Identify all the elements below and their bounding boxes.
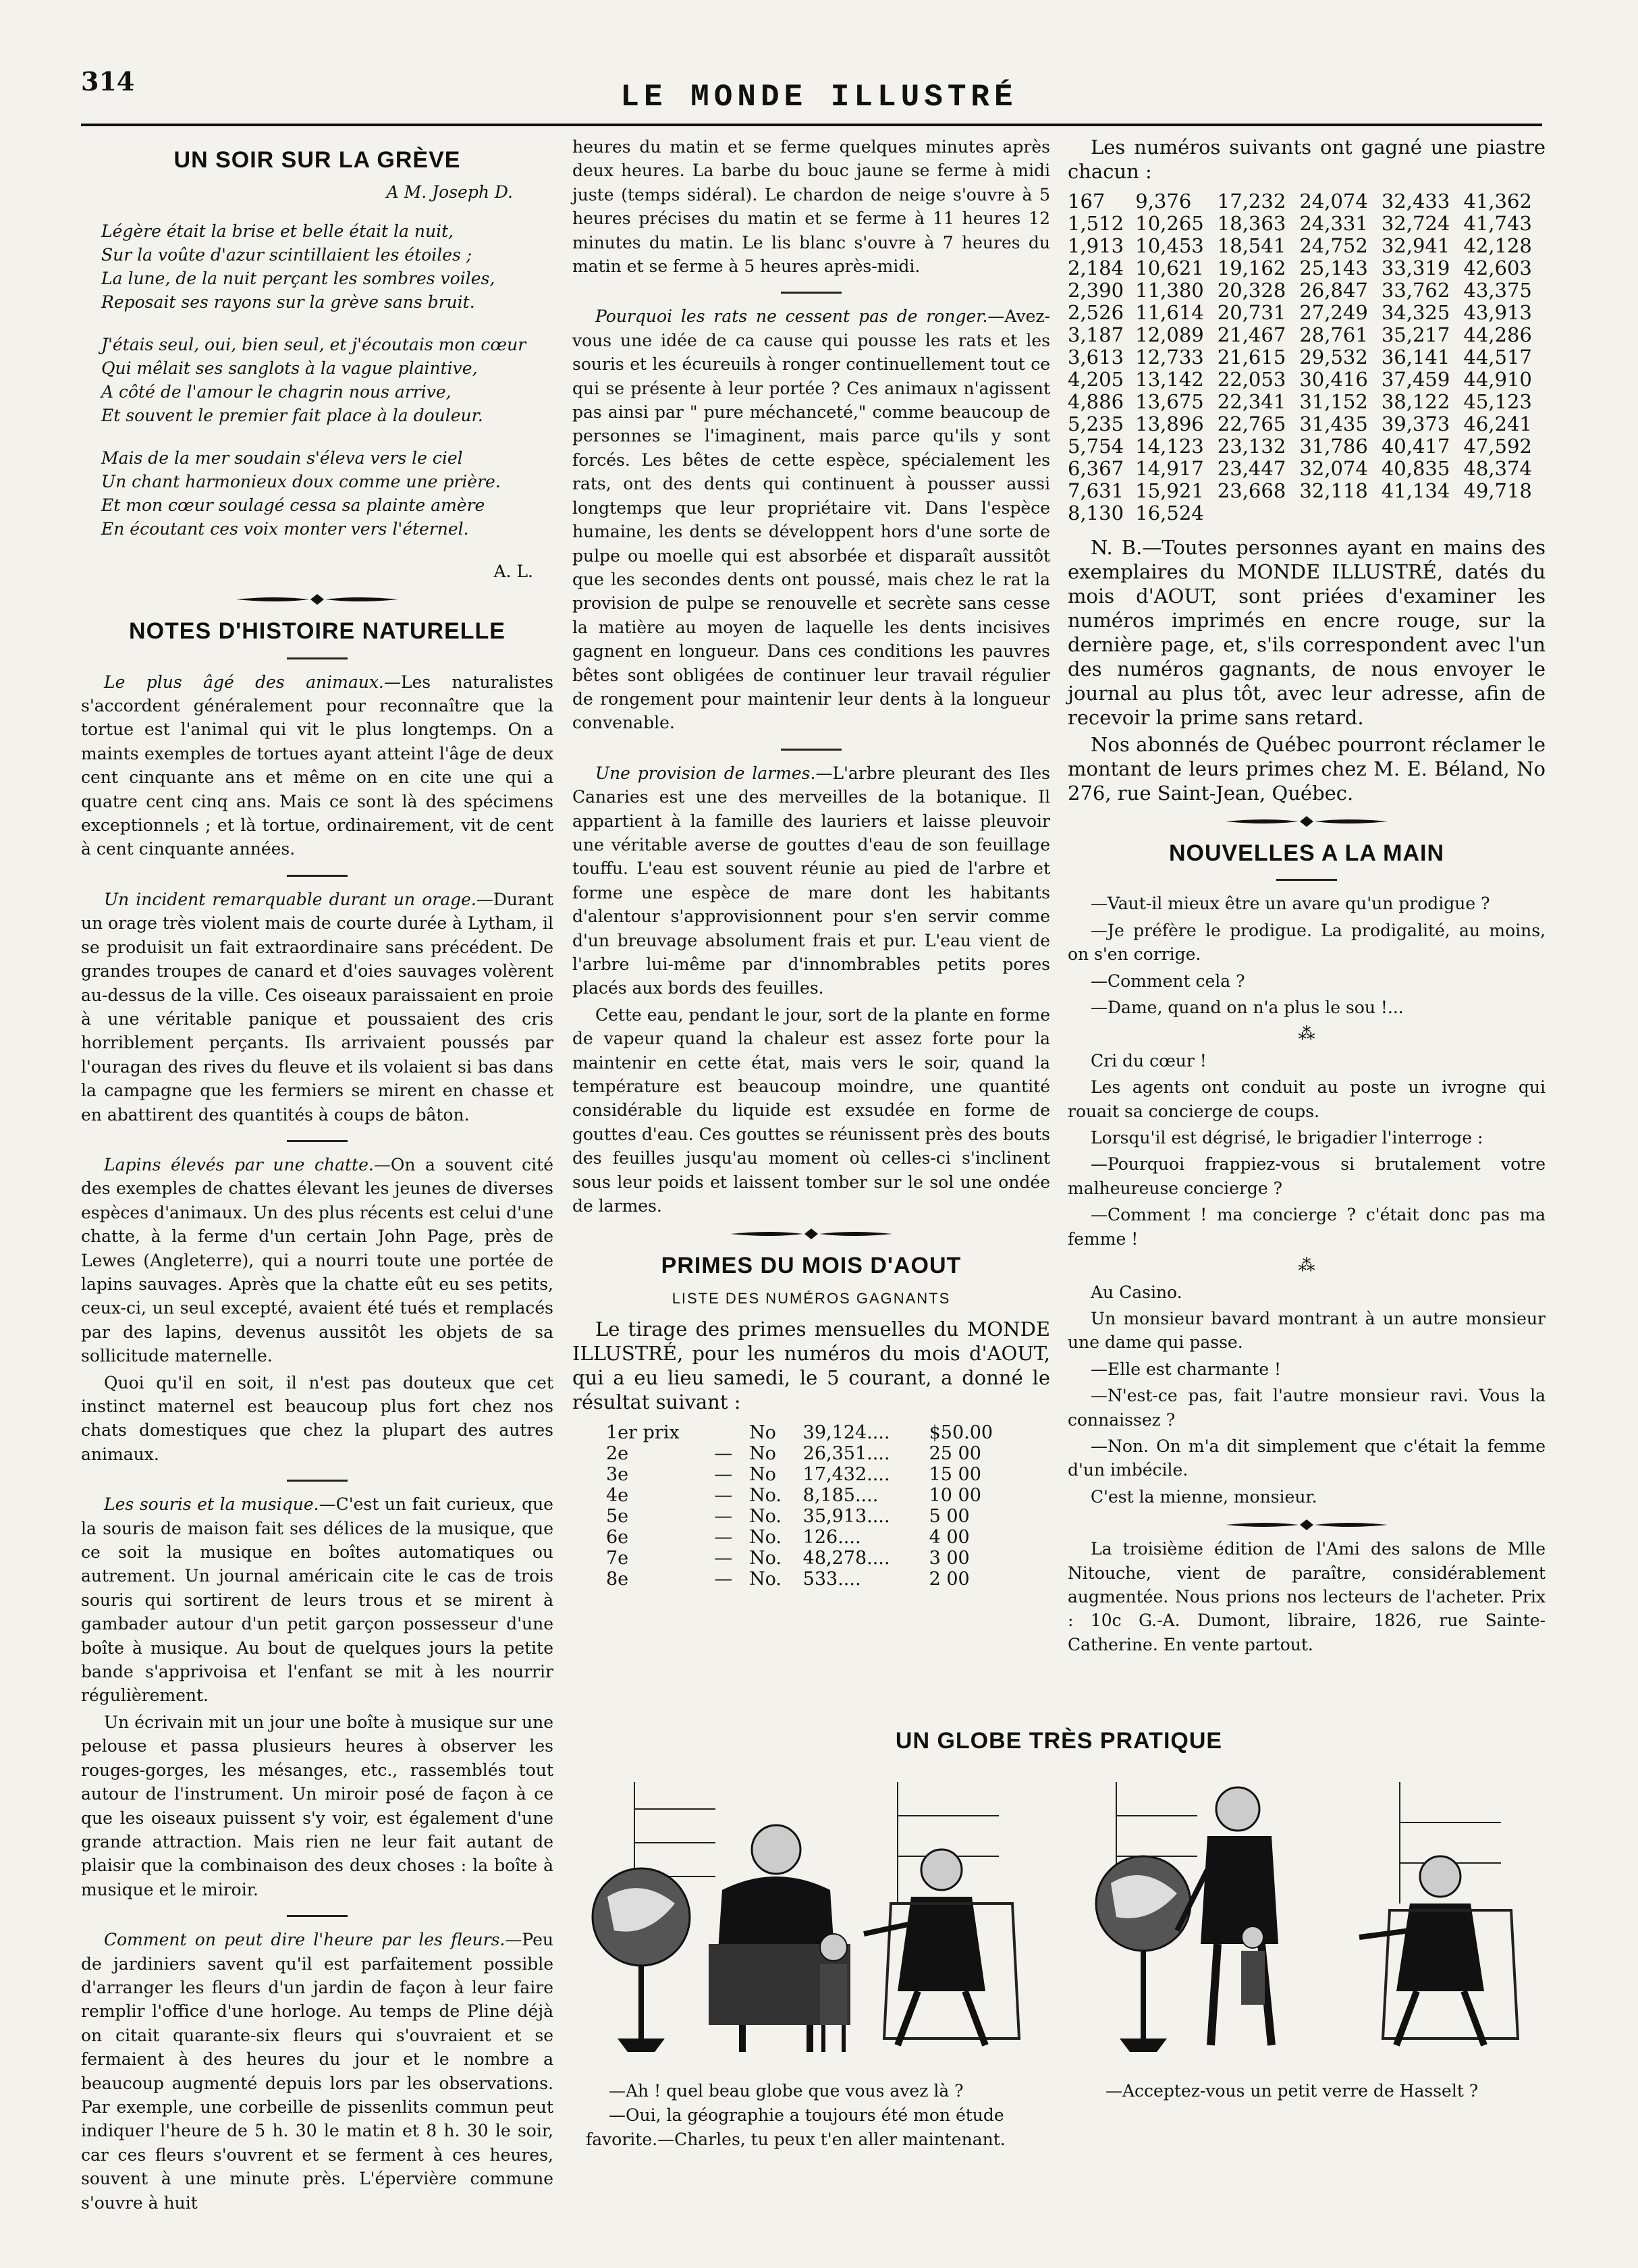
winning-number: 23,668 <box>1217 479 1286 502</box>
asterism: ⁂ <box>1298 1256 1315 1276</box>
prize-dash: — <box>714 1464 733 1486</box>
winning-number: 22,765 <box>1217 412 1286 435</box>
winning-number: 9,376 <box>1135 190 1192 213</box>
poem-line: Un chant harmonieux doux comme une prière. <box>101 471 501 491</box>
winning-number: 22,053 <box>1217 368 1286 391</box>
poem-dedication: A M. Joseph D. <box>386 182 513 202</box>
ornament-divider-icon <box>724 1227 899 1241</box>
winning-number: 17,232 <box>1217 190 1286 213</box>
primes-title: PRIMES DU MOIS D'AOUT <box>661 1253 962 1279</box>
winning-number: 38,122 <box>1381 390 1450 413</box>
prize-no: No. <box>749 1569 782 1590</box>
winning-number: 6,367 <box>1068 457 1124 480</box>
caption-line: —Oui, la géographie a toujours été mon étude favorite.—Charles, tu peux t'en aller maintenant. <box>586 2105 1006 2149</box>
winning-number: 41,134 <box>1381 479 1450 502</box>
winning-number: 23,447 <box>1217 457 1286 480</box>
winning-number: 44,286 <box>1463 323 1532 346</box>
primes-intro: Le tirage des primes mensuelles du MONDE ILLUSTRÉ, pour les numéros du mois d'AOUT, qui a eu lieu samedi, le 5 courant, a donné le résultat suivant : <box>572 1318 1050 1414</box>
joke-line: —Comment cela ? <box>1091 971 1245 991</box>
joke-line: Les agents ont conduit au poste un ivrogne qui rouait sa concierge de coups. <box>1068 1077 1546 1121</box>
poem-line: Et souvent le premier fait place à la douleur. <box>101 405 483 425</box>
winning-number: 31,786 <box>1299 435 1368 458</box>
prize-number: 26,351.... <box>802 1443 890 1465</box>
winning-number: 27,249 <box>1299 301 1368 324</box>
article-rabbits-cat <box>81 1153 553 1368</box>
winning-number: 2,526 <box>1068 301 1124 324</box>
column-2 <box>572 135 1050 1590</box>
prize-rank: 4e <box>606 1485 629 1507</box>
winning-number: 42,603 <box>1463 256 1532 279</box>
poem-line: En écoutant ces voix monter vers l'éternel. <box>101 518 469 539</box>
prize-rank: 1er prix <box>606 1422 680 1444</box>
prize-no: No <box>749 1422 776 1444</box>
winning-number: 21,467 <box>1217 323 1286 346</box>
prize-no: No. <box>749 1485 782 1507</box>
winning-number: 15,921 <box>1135 479 1204 502</box>
winning-number: 44,517 <box>1463 346 1532 369</box>
winning-number: 10,453 <box>1135 234 1204 257</box>
prize-number: 35,913.... <box>802 1506 890 1528</box>
winning-number: 2,390 <box>1068 279 1124 302</box>
winning-number: 43,375 <box>1463 279 1532 302</box>
winning-number: 24,752 <box>1299 234 1368 257</box>
prize-number: 8,185.... <box>802 1485 879 1507</box>
prize-dash: — <box>714 1569 733 1590</box>
winning-number: 40,835 <box>1381 457 1450 480</box>
article-text: —C'est un fait curieux, que la souris de maison fait ses délices de la musique, que ce soit la musique en boîtes automatiques ou autrement. Un journal américain cite le cas de trois souris qui sortirent de leurs trous et se mirent à gambader autour d'un petit garçon possesseur d'une boîte à musique. Au bout de quelques jours la petite bande s'apprivoisa et l'enfant se mit à les nourrir régulièrement. <box>81 1494 553 1706</box>
winning-number: 20,328 <box>1217 279 1286 302</box>
article-paragraph: Quoi qu'il en soit, il n'est pas douteux que cet instinct maternel est beaucoup plus fort chez nos chats domestiques que chez la plupart des autres animaux. <box>81 1372 553 1464</box>
section-rule <box>287 657 348 659</box>
winning-number: 36,141 <box>1381 346 1450 369</box>
prize-amount: $50.00 <box>929 1422 993 1444</box>
prize-amount: 15 00 <box>929 1464 981 1486</box>
winning-number: 24,331 <box>1299 212 1368 235</box>
article-lead: Une provision de larmes. <box>595 763 816 783</box>
table-row <box>602 1548 1020 1569</box>
ami-des-salons-notice: La troisième édition de l'Ami des salons de Mlle Nitouche, vient de paraître, considérablement augmentée. Nous prions nos lecteurs de l'acheter. Prix : 10c G.-A. Dumont, libraire, 1826, rue Sainte-Catherine. En vente partout. <box>1068 1539 1546 1654</box>
ornament-divider-icon <box>1219 1518 1394 1532</box>
winning-number: 32,724 <box>1381 212 1450 235</box>
prize-no: No <box>749 1464 776 1486</box>
winning-number: 41,743 <box>1463 212 1532 235</box>
winning-number: 5,754 <box>1068 435 1124 458</box>
prize-no: No <box>749 1443 776 1465</box>
table-row <box>1068 213 1546 235</box>
section-rule <box>287 1915 348 1917</box>
table-row <box>1068 346 1546 369</box>
prize-amount: 10 00 <box>929 1485 981 1507</box>
table-row <box>1068 435 1546 458</box>
poem-signature: A. L. <box>493 561 533 581</box>
winning-number: 13,896 <box>1135 412 1204 435</box>
poem-line: Mais de la mer soudain s'éleva vers le ciel <box>101 448 463 468</box>
prize-number: 39,124.... <box>802 1422 890 1444</box>
winning-number <box>1218 502 1300 524</box>
cartoon-panel-1-illustration <box>580 1769 1046 2059</box>
cartoon-caption-2 <box>1083 2079 1541 2103</box>
winning-number: 24,074 <box>1299 190 1368 213</box>
poem-title: UN SOIR SUR LA GRÈVE <box>173 147 461 173</box>
winning-number: 31,435 <box>1299 412 1368 435</box>
joke-line: —Vaut-il mieux être un avare qu'un prodigue ? <box>1091 894 1490 914</box>
section-rule <box>287 1480 348 1482</box>
joke-line: C'est la mienne, monsieur. <box>1091 1486 1317 1507</box>
winning-number: 42,128 <box>1463 234 1532 257</box>
winning-number: 18,541 <box>1217 234 1286 257</box>
joke-line: Au Casino. <box>1091 1282 1182 1302</box>
winning-number: 23,132 <box>1217 435 1286 458</box>
winning-number: 5,235 <box>1068 412 1124 435</box>
winning-number: 1,512 <box>1068 212 1124 235</box>
table-row <box>602 1506 1020 1527</box>
winning-number: 14,123 <box>1135 435 1204 458</box>
article-text: —Avez-vous une idée de ca cause qui pousse les rats et les souris et les écureuils à ronger continuellement tout ce qui se présente à leur portée ? Ces animaux n'agissent pas ainsi par " pure méchanceté," comme beaucoup de personnes se l'imaginent, mais parce qu'ils y sont forcés. Les bêtes de cette espèce, spécialement les rats, ont des dents qui continuent à pousser aussi longtemps que leur propriétaire vit. Dans l'espèce humaine, les dents se développent hors d'une sorte de pulpe ou moelle qui est absorbée et disparaît aussitôt que les secondes dents ont poussé, mais chez le rat la provision de pulpe se renouvelle et secrète sans cesse la matière au moyen de laquelle les dents incisives gagnent en longueur. Dans ces conditions les pauvres bêtes sont obligées de continuer leur travail régulier de rongement pour maintenir leur dents à la longueur convenable. <box>572 306 1050 733</box>
winning-number: 13,142 <box>1135 368 1204 391</box>
winning-number: 32,941 <box>1381 234 1450 257</box>
winning-number: 22,341 <box>1217 390 1286 413</box>
prize-number: 48,278.... <box>802 1548 890 1569</box>
section-rule <box>287 1140 348 1142</box>
winning-number: 10,265 <box>1135 212 1204 235</box>
article-flower-clock-cont: heures du matin et se ferme quelques minutes après deux heures. La barbe du bouc jaune se ferme à midi juste (temps sidéral). Le chardon de neige s'ouvre à 5 heures précises du matin et se ferme à 11 heures 12 minutes du matin. Le lis blanc s'ouvre à 7 heures du matin et se ferme à 5 heures après-midi. <box>572 137 1050 277</box>
table-row <box>1068 324 1546 346</box>
winning-number: 25,143 <box>1299 256 1368 279</box>
winning-number: 34,325 <box>1381 301 1450 324</box>
masthead-title: LE MONDE ILLUSTRÉ <box>620 80 1018 115</box>
ornament-divider-icon <box>1219 815 1394 828</box>
article-paragraph: Un écrivain mit un jour une boîte à musique sur une pelouse et passa plusieurs heures à observer les rouges-gorges, les mésanges, etc., rassemblés tout autour de l'instrument. Un miroir posé de façon à ce que les oiseaux puissent s'y voir, est également d'une grande attraction. Mais rien ne leur fait autant de plaisir que la combinaison des deux choses : la boîte à musique et le miroir. <box>81 1712 553 1899</box>
poem-line: Qui mêlait ses sanglots à la vague plaintive, <box>101 358 478 378</box>
winning-number: 14,917 <box>1135 457 1204 480</box>
poem-line: Reposait ses rayons sur la grève sans bruit. <box>101 292 475 312</box>
winning-number: 46,241 <box>1463 412 1532 435</box>
winning-number: 19,162 <box>1217 256 1286 279</box>
prize-amount: 3 00 <box>929 1548 970 1569</box>
prize-number: 533.... <box>802 1569 861 1590</box>
table-row <box>1068 458 1546 480</box>
prize-dash: — <box>714 1506 733 1528</box>
prize-rank: 5e <box>606 1506 629 1528</box>
winning-number: 4,886 <box>1068 390 1124 413</box>
quebec-notice: Nos abonnés de Québec pourront réclamer le montant de leurs primes chez M. E. Béland, No 276, rue Saint-Jean, Québec. <box>1068 733 1546 805</box>
winning-number: 10,621 <box>1135 256 1204 279</box>
prize-rank: 2e <box>606 1443 629 1465</box>
article-flower-clock <box>81 1928 553 2215</box>
table-row <box>1068 279 1546 302</box>
winning-number: 11,614 <box>1135 301 1204 324</box>
table-row <box>1068 235 1546 257</box>
winning-number: 30,416 <box>1299 368 1368 391</box>
piastre-numbers-table <box>1068 190 1546 524</box>
article-paragraph: Cette eau, pendant le jour, sort de la plante en forme de vapeur quand la chaleur est assez forte pour la maintenir en cette état, mais vers le soir, quand la température est beaucoup moindre, une quantité considérable du liquide est exsudée en forme de gouttes d'eau. Ces gouttes se réunissent près des bouts des feuilles jusqu'au moment où celles-ci s'inclinent sous leur poids et laissent tomber sur le sol une ondée de larmes. <box>572 1004 1050 1216</box>
winning-number: 8,130 <box>1068 502 1124 524</box>
page-number: 314 <box>81 66 135 97</box>
prize-number: 126.... <box>802 1527 861 1548</box>
article-rats <box>572 304 1050 734</box>
winning-number: 32,433 <box>1381 190 1450 213</box>
article-text: —Peu de jardiniers savent qu'il est parfaitement possible d'arranger les fleurs d'un jardin de façon à leur faire remplir l'office d'une horloge. Au temps de Pline déjà on citait quarante-six fleurs qui s'ouvraient et se fermaient à des heures du jour et le nombre a beaucoup augmenté depuis lors par les observations. Par exemple, une corbeille de pissenlits commun peut indiquer l'heure de 5 h. 30 le matin et 8 h. 30 le soir, car ces fleurs s'ouvrent et se ferment à ces heures, souvent à une minute près. L'épervière commune s'ouvre à huit <box>81 1930 553 2213</box>
prize-amount: 5 00 <box>929 1506 970 1528</box>
ornament-divider-icon <box>229 593 405 606</box>
winning-number: 2,184 <box>1068 256 1124 279</box>
article-lead: Pourquoi les rats ne cessent pas de ronger. <box>595 306 988 327</box>
prize-amount: 2 00 <box>929 1569 970 1590</box>
winning-number: 31,152 <box>1299 390 1368 413</box>
joke-line: —Non. On m'a dit simplement que c'était la femme d'un imbécile. <box>1068 1436 1546 1480</box>
winning-number: 16,524 <box>1135 502 1204 524</box>
article-lead: Les souris et la musique. <box>104 1494 319 1515</box>
prize-no: No. <box>749 1506 782 1528</box>
prize-amount: 25 00 <box>929 1443 981 1465</box>
table-row <box>1068 369 1546 391</box>
table-row <box>1068 391 1546 413</box>
joke-line: —Comment ! ma concierge ? c'était donc pas ma femme ! <box>1068 1205 1546 1249</box>
joke-line: —Dame, quand on n'a plus le sou !... <box>1091 998 1404 1018</box>
article-lead: Le plus âgé des animaux. <box>104 672 384 692</box>
section-rule <box>781 749 842 751</box>
joke-line: —Elle est charmante ! <box>1091 1359 1282 1379</box>
column-3 <box>1068 135 1546 1659</box>
winning-number: 3,187 <box>1068 323 1124 346</box>
article-storm-incident <box>81 888 553 1127</box>
article-text: —On a souvent cité des exemples de chattes élevant les jeunes de diverses espèces d'animaux. Un des plus récents est celui d'une chatte, à la ferme d'un certain John Page, près de Lewes (Angleterre), qui a nourri toute une portée de lapins sauvages. Après que la chatte eût eu ses petits, ceux-ci, un seul excepté, avaient été tués et remplacés par des lapins, devenus aussitôt les objets de sa sollicitude maternelle. <box>81 1154 553 1366</box>
winning-number: 11,380 <box>1135 279 1204 302</box>
winning-number: 20,731 <box>1217 301 1286 324</box>
article-lead: Comment on peut dire l'heure par les fleurs. <box>104 1930 506 1950</box>
article-text: —L'arbre pleurant des Iles Canaries est une des merveilles de la botanique. Il appartient à la famille des lauriers et laisse pleuvoir une véritable averse de gouttes d'eau de son feuillage touffu. L'eau est souvent réunie au pied de l'arbre et forme une espèce de mare dont les habitants d'alentour s'approvisionnent pour s'en servir comme d'un breuvage absolument frais et pur. L'eau vient de l'arbre lui-même par d'innombrables petits pores placés aux bords des feuilles. <box>572 763 1050 998</box>
winning-number: 167 <box>1068 190 1105 213</box>
prize-rank: 6e <box>606 1527 629 1548</box>
winning-number: 21,615 <box>1217 346 1286 369</box>
joke-line: —N'est-ce pas, fait l'autre monsieur ravi. Vous la connaissez ? <box>1068 1386 1546 1430</box>
winning-number: 1,913 <box>1068 234 1124 257</box>
winning-number: 33,762 <box>1381 279 1450 302</box>
table-row <box>1068 502 1546 524</box>
prize-amount: 4 00 <box>929 1527 970 1548</box>
prize-no: No. <box>749 1548 782 1569</box>
prize-rank: 7e <box>606 1548 629 1569</box>
table-row <box>1068 302 1546 324</box>
article-text: —Les naturalistes s'accordent généralement pour reconnaître que la tortue est l'animal qui vit le plus longtemps. On a maints exemples de tortues ayant atteint l'âge de deux cent cinquante ans et même on en cite une qui a quatre cent cinq ans. Mais ce sont là des spécimens exceptionnels ; et là tortue, ordinairement, vit de cent à cent cinquante années. <box>81 672 553 859</box>
winning-number: 44,910 <box>1463 368 1532 391</box>
prize-dash: — <box>714 1548 733 1569</box>
winning-number: 48,374 <box>1463 457 1532 480</box>
joke-line: Cri du cœur ! <box>1091 1050 1207 1071</box>
prize-rank: 3e <box>606 1464 629 1486</box>
caption-line: —Ah ! quel beau globe que vous avez là ? <box>609 2081 964 2101</box>
table-row <box>602 1485 1020 1506</box>
poem-body <box>101 219 553 541</box>
article-tears <box>572 761 1050 1000</box>
cartoon-panel-2-illustration <box>1076 1769 1541 2059</box>
prize-dash: — <box>714 1527 733 1548</box>
column-1 <box>81 135 553 2217</box>
poem-stanza <box>101 219 553 314</box>
prize-number: 17,432.... <box>802 1464 890 1486</box>
prize-dash: — <box>714 1485 733 1507</box>
joke-line: Un monsieur bavard montrant à un autre monsieur une dame qui passe. <box>1068 1308 1546 1353</box>
winning-number: 12,733 <box>1135 346 1204 369</box>
winning-number: 41,362 <box>1463 190 1532 213</box>
piastre-intro: Les numéros suivants ont gagné une piastre chacun : <box>1068 136 1546 183</box>
prize-dash: — <box>714 1443 733 1465</box>
winning-number: 37,459 <box>1381 368 1450 391</box>
article-lead: Lapins élevés par une chatte. <box>104 1154 374 1174</box>
winning-number: 39,373 <box>1381 412 1450 435</box>
poem-stanza <box>101 446 553 541</box>
article-lead: Un incident remarquable durant un orage. <box>104 889 476 909</box>
section-rule <box>287 875 348 877</box>
table-row <box>602 1443 1020 1464</box>
winning-number: 28,761 <box>1299 323 1368 346</box>
table-row <box>602 1569 1020 1590</box>
winning-number: 33,319 <box>1381 256 1450 279</box>
prize-dash <box>710 1422 745 1443</box>
winning-number: 32,118 <box>1299 479 1368 502</box>
cartoon-caption-1 <box>586 2079 1058 2152</box>
winning-number: 26,847 <box>1299 279 1368 302</box>
caption-line: —Acceptez-vous un petit verre de Hasselt ? <box>1105 2081 1479 2101</box>
joke-line: Lorsqu'il est dégrisé, le brigadier l'interroge : <box>1091 1128 1483 1148</box>
article-text: —Durant un orage très violent mais de courte durée à Lytham, il se produisit un fait extraordinaire sans précédent. De grandes troupes de canard et d'oies sauvages volèrent au-dessus de la ville. Ces oiseaux paraissaient en proie à une véritable panique et poussaient des cris horriblement perçants. Ils arrivaient poussés par l'ouragan des rives du fleuve et ils volaient si bas dans la campagne que les fermiers se mirent en chasse et en abattirent des quantités à coups de bâton. <box>81 889 553 1125</box>
table-row <box>1068 413 1546 435</box>
winning-number: 4,205 <box>1068 368 1124 391</box>
winning-number: 49,718 <box>1463 479 1532 502</box>
section-rule <box>1276 879 1337 881</box>
winning-number: 40,417 <box>1381 435 1450 458</box>
winning-number <box>1463 502 1546 524</box>
winning-number <box>1382 502 1464 524</box>
poem-line: J'étais seul, oui, bien seul, et j'écoutais mon cœur <box>101 334 526 354</box>
winning-number: 7,631 <box>1068 479 1124 502</box>
joke-line: —Je préfère le prodigue. La prodigalité, au moins, on s'en corrige. <box>1068 920 1546 965</box>
poem-line: Et mon cœur soulagé cessa sa plainte amère <box>101 495 485 515</box>
prizes-table <box>602 1422 1020 1590</box>
poem-stanza <box>101 333 553 427</box>
poem-line: Légère était la brise et belle était la nuit, <box>101 221 454 241</box>
winning-number: 45,123 <box>1463 390 1532 413</box>
winning-number: 32,074 <box>1299 457 1368 480</box>
winning-number: 43,913 <box>1463 301 1532 324</box>
cartoon-title: UN GLOBE TRÈS PRATIQUE <box>895 1728 1223 1754</box>
article-oldest-animal <box>81 670 553 861</box>
winning-number: 3,613 <box>1068 346 1124 369</box>
winning-number <box>1299 502 1382 524</box>
asterism: ⁂ <box>1298 1024 1315 1044</box>
joke-line: —Pourquoi frappiez-vous si brutalement votre malheureuse concierge ? <box>1068 1154 1546 1198</box>
poem-line: A côté de l'amour le chagrin nous arrive, <box>101 381 452 402</box>
nouvelles-title: NOUVELLES A LA MAIN <box>1168 840 1445 866</box>
poem-line: Sur la voûte d'azur scintillaient les étoiles ; <box>101 244 472 265</box>
winning-number: 18,363 <box>1217 212 1286 235</box>
primes-subtitle: LISTE DES NUMÉROS GAGNANTS <box>672 1289 951 1307</box>
winning-number: 12,089 <box>1135 323 1204 346</box>
prize-no: No. <box>749 1527 782 1548</box>
section-rule <box>781 292 842 294</box>
table-row <box>602 1422 1020 1443</box>
table-row <box>1068 257 1546 279</box>
table-row <box>1068 480 1546 502</box>
poem-line: La lune, de la nuit perçant les sombres voiles, <box>101 268 495 288</box>
winning-number: 35,217 <box>1381 323 1450 346</box>
nb-notice: N. B.—Toutes personnes ayant en mains des exemplaires du MONDE ILLUSTRÉ, datés du mois d'AOUT, sont priées d'examiner les numéros imprimés en encre rouge, sur la dernière page, et, s'ils correspondent avec l'un des numéros gagnants, de nous envoyer le journal au plus tôt, avec leur adresse, afin de recevoir la prime sans retard. <box>1068 536 1546 729</box>
prize-rank: 8e <box>606 1569 629 1590</box>
winning-number: 13,675 <box>1135 390 1204 413</box>
table-row <box>602 1527 1020 1548</box>
article-mice-music <box>81 1492 553 1708</box>
header-rule <box>81 124 1542 126</box>
table-row <box>602 1464 1020 1485</box>
winning-number: 47,592 <box>1463 435 1532 458</box>
table-row <box>1068 190 1546 213</box>
natural-history-title: NOTES D'HISTOIRE NATURELLE <box>129 618 506 645</box>
winning-number: 29,532 <box>1299 346 1368 369</box>
